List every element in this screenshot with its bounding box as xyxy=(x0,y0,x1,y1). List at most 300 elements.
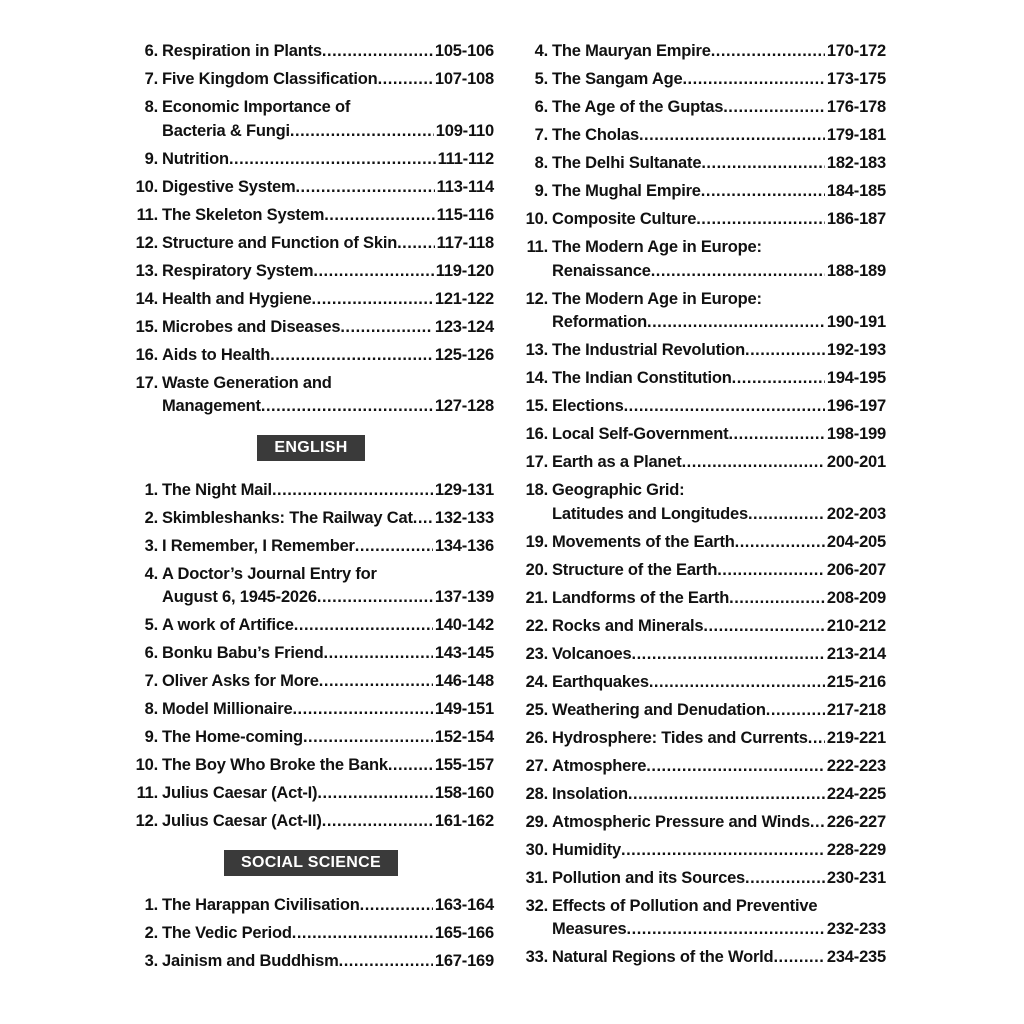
dot-leader xyxy=(651,260,825,284)
entry-line xyxy=(552,867,886,891)
toc-entry xyxy=(508,124,886,148)
dot-leader xyxy=(732,367,825,391)
entry-number: 13. xyxy=(525,341,548,359)
dot-leader xyxy=(295,176,434,200)
entry-number: 9. xyxy=(534,182,548,200)
entry-number: 7. xyxy=(144,70,158,88)
entry-body xyxy=(552,867,886,891)
entry-title: Humidity xyxy=(552,840,621,859)
entry-number: 17. xyxy=(525,453,548,471)
toc-entry xyxy=(118,68,494,92)
page-range: 140-142 xyxy=(434,616,494,634)
dot-leader xyxy=(388,754,433,778)
entry-number: 3. xyxy=(144,951,158,970)
entry-title: The Mughal Empire xyxy=(552,182,701,200)
entry-number: 22. xyxy=(525,616,548,635)
entry-line xyxy=(162,810,494,834)
toc-entry xyxy=(508,367,886,391)
toc-entry xyxy=(118,232,494,256)
entry-body xyxy=(162,260,494,284)
entry-body xyxy=(162,698,494,722)
page-range: 109-110 xyxy=(435,121,494,140)
dot-leader xyxy=(627,918,825,942)
entry-line xyxy=(162,148,494,172)
entry-title: Rocks and Minerals xyxy=(552,616,704,635)
entry-title: Health and Hygiene xyxy=(162,289,312,308)
toc-entry xyxy=(508,643,886,667)
toc-entry xyxy=(508,946,886,970)
entry-title: The Vedic Period xyxy=(162,923,292,942)
page-range: 113-114 xyxy=(436,177,494,196)
toc-entry xyxy=(118,260,494,284)
page-range: 230-231 xyxy=(826,868,886,887)
page-range: 161-162 xyxy=(434,812,494,830)
entry-title: I Remember, I Remember xyxy=(162,536,355,555)
entry-body xyxy=(552,367,886,391)
dot-leader xyxy=(628,783,825,807)
entry-number: 6. xyxy=(534,98,548,116)
toc-entry xyxy=(118,782,494,806)
entry-title: Five Kingdom Classification xyxy=(162,70,378,88)
dot-leader xyxy=(317,586,433,610)
page-range: 149-151 xyxy=(434,700,494,718)
entry-title: Movements of the Earth xyxy=(552,532,735,551)
entry-title: Hydrosphere: Tides and Currents xyxy=(552,728,808,747)
toc-entry xyxy=(508,339,886,363)
dot-leader xyxy=(378,68,433,92)
entry-title: Atmospheric Pressure and Winds xyxy=(552,812,810,831)
entry-title: Jainism and Buddhism xyxy=(162,951,339,970)
entry-body xyxy=(162,204,494,228)
social-science-list-continued xyxy=(508,40,886,970)
toc-entry xyxy=(118,614,494,638)
entry-line xyxy=(552,727,886,751)
dot-leader xyxy=(711,40,825,64)
page-range: 167-169 xyxy=(434,951,494,970)
entry-number: 12. xyxy=(525,289,548,308)
entry-title: Microbes and Diseases xyxy=(162,317,341,336)
page-range: 179-181 xyxy=(826,126,886,144)
entry-line xyxy=(552,643,886,667)
right-column xyxy=(508,40,886,974)
dot-leader xyxy=(292,922,433,946)
section-heading-english: ENGLISH xyxy=(257,435,364,461)
entry-body xyxy=(552,180,886,204)
entry-body xyxy=(552,423,886,447)
entry-line xyxy=(552,96,886,120)
page-range: 192-193 xyxy=(826,341,886,359)
entry-title: The Night Mail xyxy=(162,480,272,499)
entry-body xyxy=(162,894,494,918)
entry-line xyxy=(552,479,886,503)
dot-leader xyxy=(413,507,433,531)
entry-body xyxy=(552,946,886,970)
entry-title: Digestive System xyxy=(162,177,296,196)
entry-number: 14. xyxy=(525,369,548,387)
toc-entry xyxy=(508,559,886,583)
entry-title: The Cholas xyxy=(552,126,639,144)
toc-entry xyxy=(118,563,494,610)
entry-number: 9. xyxy=(144,149,158,168)
entry-title: Insolation xyxy=(552,784,628,803)
entry-line xyxy=(552,918,886,942)
dot-leader xyxy=(313,260,433,284)
entry-title: Earth as a Planet xyxy=(552,453,682,471)
toc-entry xyxy=(508,615,886,639)
entry-line xyxy=(162,288,494,312)
entry-line xyxy=(162,535,494,559)
entry-line xyxy=(552,811,886,835)
entry-line xyxy=(552,68,886,92)
science-list xyxy=(118,40,494,419)
toc-entry xyxy=(508,755,886,779)
entry-title: Composite Culture xyxy=(552,210,697,228)
entry-number: 4. xyxy=(144,564,158,583)
dot-leader xyxy=(728,423,824,447)
entry-line xyxy=(162,754,494,778)
entry-line xyxy=(162,232,494,256)
dot-leader xyxy=(272,479,433,503)
entry-title: The Sangam Age xyxy=(552,70,683,88)
entry-title: Model Millionaire xyxy=(162,700,293,718)
entry-title: Nutrition xyxy=(162,149,229,168)
dot-leader xyxy=(808,727,825,751)
dot-leader xyxy=(696,208,825,232)
page-range: 165-166 xyxy=(434,923,494,942)
entry-number: 15. xyxy=(135,317,158,336)
page-range: 232-233 xyxy=(826,920,886,938)
entry-title: Measures xyxy=(552,920,627,938)
toc-entry xyxy=(118,950,494,974)
toc-entry xyxy=(508,479,886,526)
entry-body xyxy=(552,615,886,639)
entry-body xyxy=(162,507,494,531)
entry-line xyxy=(162,950,494,974)
entry-body xyxy=(552,288,886,335)
toc-entry xyxy=(508,395,886,419)
entry-line xyxy=(552,503,886,527)
page-range: 134-136 xyxy=(434,536,494,555)
toc-entry xyxy=(118,922,494,946)
page-range: 228-229 xyxy=(826,840,886,859)
entry-number: 19. xyxy=(525,532,548,551)
toc-entry xyxy=(508,40,886,64)
entry-line xyxy=(552,755,886,779)
entry-line xyxy=(162,260,494,284)
dot-leader xyxy=(639,124,825,148)
page-range: 204-205 xyxy=(826,532,886,551)
entry-title: Local Self-Government xyxy=(552,425,729,443)
entry-line xyxy=(552,839,886,863)
entry-title: The Boy Who Broke the Bank xyxy=(162,756,388,774)
entry-line xyxy=(162,96,494,120)
entry-number: 15. xyxy=(525,397,548,415)
entry-line xyxy=(552,208,886,232)
toc-entry xyxy=(508,867,886,891)
page-range: 117-118 xyxy=(436,233,494,252)
toc-entry xyxy=(118,316,494,340)
entry-title: Earthquakes xyxy=(552,672,649,691)
entry-body xyxy=(162,670,494,694)
toc-entry xyxy=(508,671,886,695)
dot-leader xyxy=(621,839,825,863)
entry-title: Weathering and Denudation xyxy=(552,700,766,719)
dot-leader xyxy=(624,395,825,419)
entry-body xyxy=(162,68,494,92)
page-range: 121-122 xyxy=(434,289,494,308)
entry-line xyxy=(552,895,886,919)
page-range: 173-175 xyxy=(826,70,886,88)
page-range: 176-178 xyxy=(826,98,886,116)
entry-number: 6. xyxy=(144,42,158,60)
entry-line xyxy=(552,260,886,284)
entry-title: Aids to Health xyxy=(162,345,271,364)
entry-number: 23. xyxy=(525,644,548,663)
entry-body xyxy=(552,124,886,148)
page-range: 184-185 xyxy=(826,182,886,200)
entry-body xyxy=(162,288,494,312)
dot-leader xyxy=(317,782,432,806)
entry-body xyxy=(552,208,886,232)
page-range: 127-128 xyxy=(434,397,494,415)
dot-leader xyxy=(682,451,825,475)
dot-leader xyxy=(340,316,433,340)
dot-leader xyxy=(682,68,824,92)
entry-number: 30. xyxy=(525,840,548,859)
entry-body xyxy=(552,811,886,835)
toc-entry xyxy=(118,148,494,172)
entry-number: 17. xyxy=(135,373,158,392)
page-range: 152-154 xyxy=(434,728,494,746)
entry-line xyxy=(552,699,886,723)
entry-body xyxy=(552,479,886,526)
dot-leader xyxy=(303,726,433,750)
toc-entry xyxy=(118,479,494,503)
entry-line xyxy=(162,316,494,340)
entry-line xyxy=(162,670,494,694)
dot-leader xyxy=(735,531,825,555)
page-range: 215-216 xyxy=(826,672,886,691)
entry-title: Julius Caesar (Act-II) xyxy=(162,812,322,830)
entry-number: 9. xyxy=(144,728,158,746)
entry-line xyxy=(552,395,886,419)
toc-entry xyxy=(508,96,886,120)
entry-number: 14. xyxy=(135,289,158,308)
entry-number: 8. xyxy=(534,154,548,172)
toc-entry xyxy=(508,895,886,942)
entry-body xyxy=(552,727,886,751)
dot-leader xyxy=(632,643,825,667)
entry-line xyxy=(552,311,886,335)
section-heading-social-science: SOCIAL SCIENCE xyxy=(224,850,398,876)
page-range: 125-126 xyxy=(434,345,494,364)
entry-title: Pollution and its Sources xyxy=(552,868,746,887)
entry-number: 29. xyxy=(525,812,548,831)
entry-number: 33. xyxy=(525,948,548,966)
entry-title: Respiratory System xyxy=(162,261,314,280)
entry-line xyxy=(552,451,886,475)
entry-title: Julius Caesar (Act-I) xyxy=(162,784,318,802)
page-range: 210-212 xyxy=(826,616,886,635)
entry-number: 2. xyxy=(144,508,158,527)
page-range: 226-227 xyxy=(826,812,886,831)
entry-body xyxy=(552,451,886,475)
toc-entry xyxy=(118,204,494,228)
entry-number: 11. xyxy=(136,784,158,802)
dot-leader xyxy=(766,699,825,723)
entry-number: 18. xyxy=(525,481,548,499)
entry-line xyxy=(162,782,494,806)
page-range: 188-189 xyxy=(826,261,886,280)
entry-line xyxy=(162,563,494,587)
dot-leader xyxy=(261,395,433,419)
entry-line xyxy=(552,339,886,363)
entry-body xyxy=(552,395,886,419)
entry-title: The Skeleton System xyxy=(162,205,325,224)
entry-title: Economic Importance of xyxy=(162,98,351,116)
entry-line xyxy=(552,367,886,391)
dot-leader xyxy=(319,670,433,694)
toc-entry xyxy=(508,451,886,475)
page-range: 123-124 xyxy=(434,317,494,336)
dot-leader xyxy=(397,232,435,256)
entry-number: 10. xyxy=(525,210,548,228)
toc-entry xyxy=(118,507,494,531)
page-range: 163-164 xyxy=(434,895,494,914)
entry-body xyxy=(162,316,494,340)
entry-line xyxy=(552,40,886,64)
entry-body xyxy=(162,96,494,143)
entry-body xyxy=(552,339,886,363)
dot-leader xyxy=(324,642,433,666)
left-column xyxy=(118,40,494,978)
dot-leader xyxy=(745,339,825,363)
page-range: 137-139 xyxy=(434,588,494,606)
entry-number: 2. xyxy=(144,923,158,942)
page-range: 105-106 xyxy=(434,42,494,60)
entry-title: Landforms of the Earth xyxy=(552,588,730,607)
page-range: 234-235 xyxy=(826,948,886,966)
entry-line xyxy=(552,615,886,639)
entry-title: August 6, 1945-2026 xyxy=(162,588,317,606)
page-range: 115-116 xyxy=(436,205,494,224)
dot-leader xyxy=(717,559,825,583)
entry-title: Bacteria & Fungi xyxy=(162,121,290,140)
social-heading-wrap xyxy=(118,850,494,876)
toc-entry xyxy=(508,783,886,807)
entry-line xyxy=(162,120,494,144)
entry-number: 4. xyxy=(534,42,548,60)
page-range: 194-195 xyxy=(826,369,886,387)
entry-line xyxy=(552,124,886,148)
entry-body xyxy=(552,699,886,723)
dot-leader xyxy=(339,950,433,974)
entry-line xyxy=(162,642,494,666)
entry-line xyxy=(162,372,494,396)
entry-line xyxy=(552,236,886,260)
page-range: 158-160 xyxy=(434,784,494,802)
dot-leader xyxy=(729,587,825,611)
entry-number: 7. xyxy=(144,672,158,690)
dot-leader xyxy=(292,698,432,722)
entry-line xyxy=(162,395,494,419)
entry-line xyxy=(162,68,494,92)
entry-line xyxy=(162,614,494,638)
toc-entry xyxy=(118,176,494,200)
page-range: 190-191 xyxy=(826,313,886,331)
toc-entry xyxy=(118,726,494,750)
entry-number: 8. xyxy=(144,700,158,718)
entry-title: Management xyxy=(162,397,261,415)
entry-body xyxy=(552,839,886,863)
entry-number: 5. xyxy=(144,616,158,634)
toc-entry xyxy=(508,68,886,92)
toc-entry xyxy=(118,894,494,918)
toc-entry xyxy=(118,754,494,778)
dot-leader xyxy=(649,671,825,695)
entry-number: 5. xyxy=(534,70,548,88)
entry-title: Effects of Pollution and Preventive xyxy=(552,896,818,915)
entry-body xyxy=(552,755,886,779)
dot-leader xyxy=(355,535,433,559)
entry-title: A work of Artifice xyxy=(162,616,294,634)
entry-number: 31. xyxy=(525,868,548,887)
english-heading-wrap xyxy=(118,435,494,461)
entry-number: 11. xyxy=(526,238,548,256)
toc-entry xyxy=(508,587,886,611)
page-range: 170-172 xyxy=(826,42,886,60)
entry-title: Atmosphere xyxy=(552,756,647,775)
entry-number: 12. xyxy=(135,812,158,830)
dot-leader xyxy=(701,180,825,204)
page-range: 200-201 xyxy=(826,453,886,471)
page-range: 208-209 xyxy=(826,588,886,607)
entry-title: The Modern Age in Europe: xyxy=(552,289,762,308)
dot-leader xyxy=(810,811,825,835)
toc-entry xyxy=(508,423,886,447)
page-range: 132-133 xyxy=(434,508,494,527)
entry-number: 10. xyxy=(135,756,158,774)
toc-entry xyxy=(508,208,886,232)
toc-entry xyxy=(508,811,886,835)
page-range: 119-120 xyxy=(435,261,494,280)
page-range: 219-221 xyxy=(826,728,886,747)
entry-title: Respiration in Plants xyxy=(162,42,322,60)
toc-entry xyxy=(508,180,886,204)
page-range: 213-214 xyxy=(826,644,886,663)
dot-leader xyxy=(294,614,433,638)
page-range: 107-108 xyxy=(434,70,494,88)
entry-title: Skimbleshanks: The Railway Cat xyxy=(162,508,413,527)
entry-number: 3. xyxy=(144,536,158,555)
dot-leader xyxy=(360,894,433,918)
entry-number: 28. xyxy=(525,784,548,803)
entry-title: Waste Generation and xyxy=(162,373,332,392)
entry-title: The Age of the Guptas xyxy=(552,98,724,116)
entry-number: 21. xyxy=(525,588,548,607)
dot-leader xyxy=(646,755,825,779)
page-range: 222-223 xyxy=(826,756,886,775)
entry-title: The Harappan Civilisation xyxy=(162,895,360,914)
entry-title: Latitudes and Longitudes xyxy=(552,504,748,523)
english-list xyxy=(118,479,494,834)
toc-entry xyxy=(508,727,886,751)
entry-body xyxy=(162,372,494,419)
entry-line xyxy=(552,587,886,611)
page-range: 182-183 xyxy=(826,154,886,172)
entry-number: 24. xyxy=(525,672,548,691)
entry-line xyxy=(162,40,494,64)
